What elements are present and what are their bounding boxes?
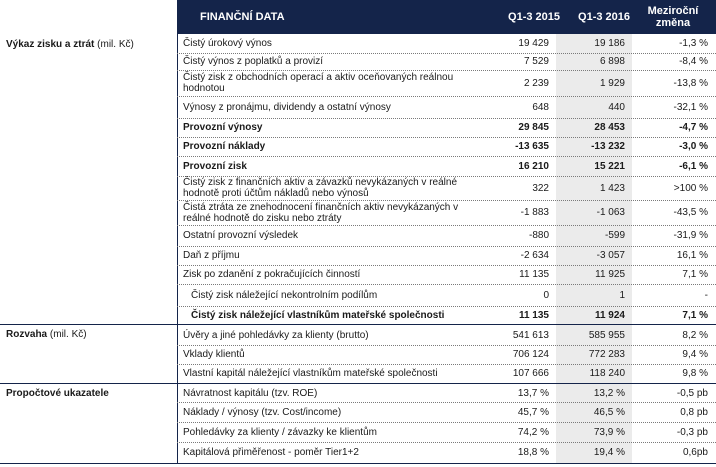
row-value-y1: -880: [528, 230, 549, 241]
section-balance: [6, 329, 176, 340]
row-value-y1: 7 529: [523, 56, 549, 67]
row-value-y2: 73,9 %: [593, 426, 625, 438]
row-change: 7,1 %: [682, 269, 708, 280]
table-bottom-rule: [0, 463, 716, 464]
row-value-y2: 772 283: [588, 349, 625, 360]
table-row: [177, 225, 716, 246]
row-value-y1: 74,2 %: [517, 426, 549, 438]
row-value-y2: 1 423: [599, 182, 625, 194]
table-row: [177, 176, 716, 200]
row-label: Provozní zisk: [183, 160, 247, 172]
row-change: 8,2 %: [682, 329, 708, 341]
row-change: -13,8 %: [673, 77, 708, 89]
row-label: Daň z příjmu: [183, 250, 240, 261]
table-row: [177, 156, 716, 176]
table-row: [177, 137, 716, 156]
row-change: -31,9 %: [673, 230, 708, 241]
row-label: Provozní výnosy: [183, 122, 263, 133]
table-row: [177, 442, 716, 462]
row-change: -1,3 %: [679, 38, 708, 49]
section-ratios-label: Propočtové ukazatele: [6, 388, 109, 399]
section-balance-unit: (mil. Kč): [47, 329, 87, 340]
row-value-y2: -13 232: [591, 141, 625, 152]
section-income-label: Výkaz zisku a ztrát: [6, 39, 95, 50]
row-value-y1: 11 135: [519, 269, 549, 280]
table-row: [177, 246, 716, 265]
row-value-y2: 118 240: [589, 368, 625, 379]
row-change: >100 %: [673, 182, 708, 194]
section-income-unit: (mil. Kč): [94, 39, 134, 50]
row-value-y1: 648: [532, 101, 549, 113]
table-row: [177, 325, 716, 345]
row-label: Vklady klientů: [183, 349, 245, 360]
row-change: -32,1 %: [673, 101, 708, 113]
row-value-y2: 440: [608, 101, 625, 113]
row-value-y2: 19 186: [594, 38, 625, 49]
row-change: -4,7 %: [679, 122, 708, 133]
row-change: 7,1 %: [682, 309, 708, 321]
row-value-y1: -2 634: [520, 250, 549, 261]
row-label: Návratnost kapitálu (tzv. ROE): [183, 387, 318, 399]
row-change: 9,4 %: [682, 349, 708, 360]
row-value-y1: 13,7 %: [517, 387, 549, 399]
table-row: [177, 70, 716, 96]
row-label: Čistý zisk z finančních aktiv a závazků nevykázaných v reálné hodnotě proti účtům nákladů nebo výnosů: [183, 177, 458, 199]
header-title: FINANČNÍ DATA: [200, 11, 285, 23]
table-header: [0, 0, 716, 34]
table-row: [177, 53, 716, 70]
row-value-y2: 19,4 %: [593, 446, 625, 458]
row-change: -0,3 pb: [676, 426, 708, 438]
row-change: -: [704, 289, 708, 301]
row-label: Zisk po zdanění z pokračujících činností: [183, 269, 361, 280]
row-value-y2: 11 924: [594, 309, 625, 321]
row-value-y1: 16 210: [518, 160, 549, 172]
row-value-y2: 1 929: [599, 77, 625, 89]
row-label: Čistý úrokový výnos: [183, 38, 272, 49]
row-change: -8,4 %: [679, 56, 708, 67]
table-row: [177, 265, 716, 284]
row-value-y1: 0: [543, 289, 549, 301]
row-label: Čistá ztráta ze znehodnocení finančních aktiv nevykázaných v reálné hodnotě do zisku nebo ztráty: [183, 201, 459, 224]
row-value-y1: 19 429: [518, 38, 549, 49]
row-value-y2: 6 898: [599, 56, 625, 67]
row-change: -6,1 %: [679, 160, 708, 172]
row-change: 16,1 %: [676, 250, 708, 261]
row-change: 0,8 pb: [680, 406, 708, 418]
row-value-y1: 45,7 %: [517, 406, 549, 418]
row-label: Pohledávky za klienty / závazky ke klientům: [183, 426, 377, 438]
row-change: -3,0 %: [679, 141, 708, 152]
row-value-y1: 541 613: [512, 329, 549, 341]
row-label: Náklady / výnosy (tzv. Cost/income): [183, 406, 342, 418]
header-blank: [0, 0, 177, 34]
row-value-y1: -1 883: [520, 207, 549, 218]
row-label: Provozní náklady: [183, 141, 266, 152]
row-label: Čistý zisk náležející nekontrolním podílům: [191, 289, 378, 301]
row-value-y2: 11 925: [595, 269, 625, 280]
row-value-y2: -1 063: [596, 207, 625, 218]
header-col-y1: Q1-3 2015: [508, 11, 560, 23]
table-row: [177, 384, 716, 402]
table-row: [177, 200, 716, 225]
table-row: [177, 96, 716, 118]
header-change-line1: Meziroční: [647, 5, 699, 17]
row-change: -0,5 pb: [676, 387, 708, 399]
row-value-y1: 18,8 %: [517, 446, 549, 458]
row-value-y2: -599: [604, 230, 625, 241]
row-change: 0,6pb: [682, 446, 708, 458]
row-label: Čistý výnos z poplatků a provizí: [183, 56, 324, 67]
row-value-y2: 15 221: [594, 160, 625, 172]
table-row: [177, 422, 716, 442]
row-label: Vlastní kapitál náležející vlastníkům mateřské společnosti: [183, 368, 438, 379]
row-label: Ostatní provozní výsledek: [183, 230, 299, 241]
row-value-y1: 2 239: [523, 77, 549, 89]
section-ratios: [6, 388, 176, 399]
table-row: [177, 345, 716, 364]
row-value-y2: 1: [619, 289, 625, 301]
header-change-line2: změna: [655, 17, 691, 29]
row-value-y1: 322: [532, 182, 549, 194]
row-value-y1: 706 124: [512, 349, 549, 360]
header-col-y2: Q1-3 2016: [578, 11, 630, 23]
row-value-y2: -3 057: [596, 250, 625, 261]
row-label: Výnosy z pronájmu, dividendy a ostatní výnosy: [183, 101, 391, 113]
table-row: [177, 34, 716, 53]
row-label: Kapitálová přiměřenost - poměr Tier1+2: [183, 446, 359, 458]
row-value-y2: 585 955: [588, 329, 625, 341]
table-row: [177, 118, 716, 137]
row-change: -43,5 %: [673, 207, 708, 218]
header-col-change: [630, 0, 716, 34]
row-value-y2: 13,2 %: [593, 387, 625, 399]
row-label: Čistý zisk z obchodních operací a aktiv oceňovaných reálnou hodnotou: [183, 72, 454, 94]
row-label: Čistý zisk náležející vlastníkům mateřské společnosti: [191, 309, 445, 321]
row-value-y1: -13 635: [515, 141, 549, 152]
row-value-y2: 46,5 %: [593, 406, 625, 418]
row-value-y2: 28 453: [594, 122, 625, 133]
table-row: [177, 364, 716, 383]
row-value-y1: 29 845: [518, 122, 549, 133]
section-balance-label: Rozvaha: [6, 329, 48, 340]
section-income: [6, 39, 176, 50]
table-row: [177, 402, 716, 422]
row-value-y1: 107 666: [512, 368, 549, 379]
row-value-y1: 11 135: [518, 309, 549, 321]
table-row: [177, 284, 716, 306]
table-row: [177, 306, 716, 324]
row-change: 9,8 %: [682, 368, 708, 379]
row-label: Úvěry a jiné pohledávky za klienty (brutto): [183, 329, 369, 341]
